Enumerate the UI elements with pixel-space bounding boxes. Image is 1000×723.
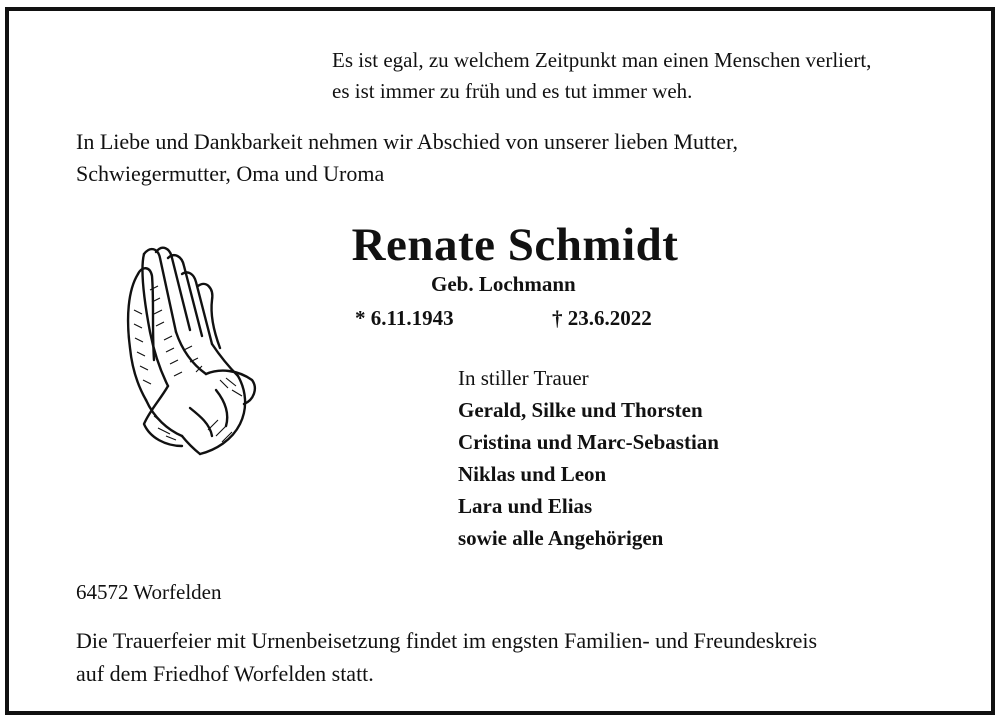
intro-text: [76, 126, 738, 190]
mourner-line: Lara und Elias: [458, 494, 593, 518]
intro-line: Schwiegermutter, Oma und Uroma: [76, 161, 385, 186]
birth-name: Geb. Lochmann: [431, 272, 576, 296]
mourner-line: Niklas und Leon: [458, 462, 607, 486]
quote: [332, 45, 871, 107]
funeral-notice: [76, 624, 817, 690]
funeral-line: Die Trauerfeier mit Urnenbeisetzung findet im engsten Familien- und Freundeskreis: [76, 628, 818, 653]
quote-line: es ist immer zu früh und es tut immer weh.: [332, 79, 693, 103]
mourner-line: sowie alle Angehörigen: [458, 526, 664, 550]
quote-line: Es ist egal, zu welchem Zeitpunkt man einen Menschen verliert,: [332, 48, 872, 72]
mourner-line: Cristina und Marc-Sebastian: [458, 430, 719, 454]
death-date: † 23.6.2022: [552, 306, 652, 330]
birth-date: * 6.11.1943: [355, 306, 454, 330]
mourners-block: [458, 362, 719, 554]
intro-line: In Liebe und Dankbarkeit nehmen wir Abschied von unserer lieben Mutter,: [76, 129, 738, 154]
mourner-line: Gerald, Silke und Thorsten: [458, 398, 703, 422]
praying-hands-icon: [120, 240, 270, 465]
deceased-name: Renate Schmidt: [351, 219, 679, 271]
mourners-heading: In stiller Trauer: [458, 366, 589, 390]
funeral-line: auf dem Friedhof Worfelden statt.: [76, 661, 374, 686]
place: 64572 Worfelden: [76, 580, 222, 604]
